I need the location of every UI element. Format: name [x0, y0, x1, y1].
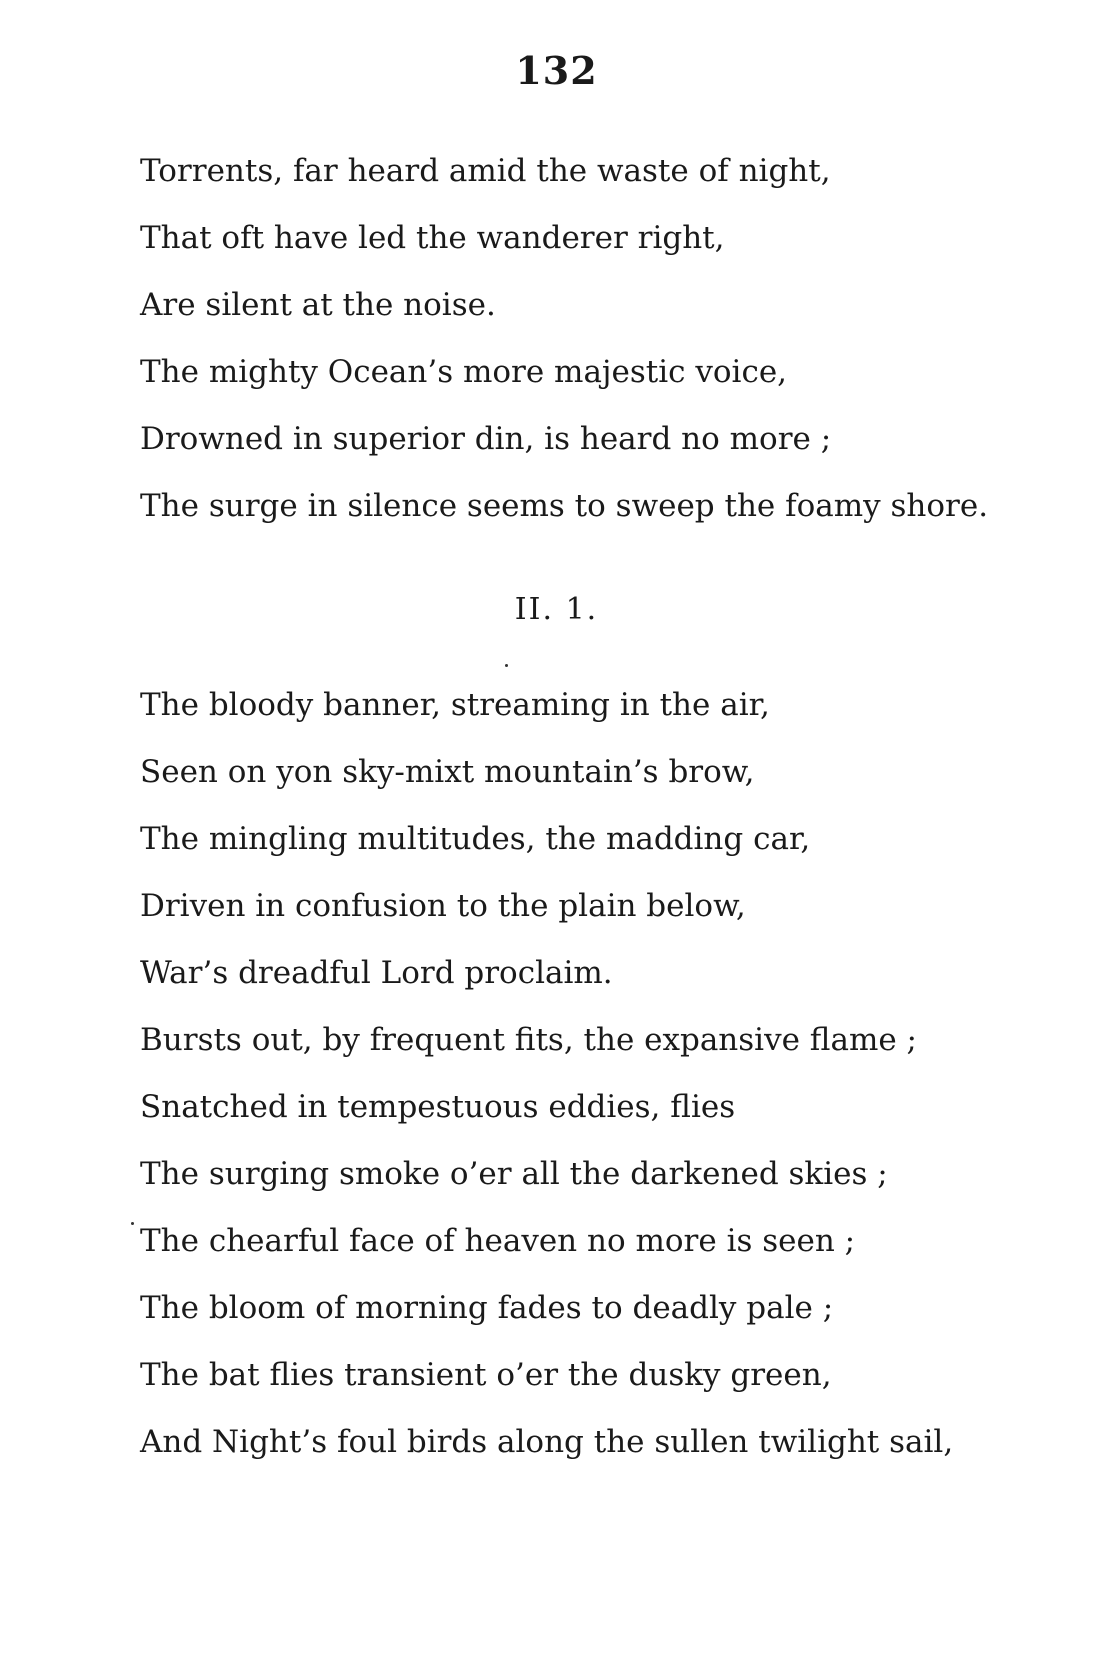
- verse-line: The bloom of morning fades to deadly pale ;: [140, 1290, 834, 1326]
- stanza-2: [140, 672, 953, 1476]
- verse-line: Seen on yon sky-mixt mountain’s brow,: [140, 754, 755, 790]
- verse-line: The mighty Ocean’s more majestic voice,: [140, 354, 788, 390]
- stanza-1: [140, 138, 988, 540]
- verse-line: The surge in silence seems to sweep the foamy shore.: [140, 488, 989, 524]
- verse-line: War’s dreadful Lord proclaim.: [140, 955, 613, 991]
- verse-line: The surging smoke o’er all the darkened skies ;: [140, 1156, 888, 1192]
- verse-line: That oft have led the wanderer right,: [140, 220, 725, 256]
- verse-line: The bat flies transient o’er the dusky green,: [140, 1357, 832, 1393]
- ink-speck: [131, 1222, 134, 1225]
- page-number: 132: [515, 48, 598, 93]
- verse-line: The mingling multitudes, the madding car,: [140, 821, 811, 857]
- verse-line: Bursts out, by frequent fits, the expansive flame ;: [140, 1022, 917, 1058]
- verse-line: Drowned in superior din, is heard no more ;: [140, 421, 832, 457]
- section-heading: II. 1.: [514, 592, 599, 627]
- verse-line: Torrents, far heard amid the waste of night,: [140, 153, 831, 189]
- verse-line: Are silent at the noise.: [140, 287, 496, 323]
- ink-speck: [505, 664, 508, 667]
- verse-line: The bloody banner, streaming in the air,: [140, 687, 770, 723]
- verse-line: And Night’s foul birds along the sullen twilight sail,: [140, 1424, 954, 1460]
- verse-line: Driven in confusion to the plain below,: [140, 888, 746, 924]
- verse-line: Snatched in tempestuous eddies, flies: [140, 1089, 736, 1125]
- verse-line: The chearful face of heaven no more is seen ;: [140, 1223, 856, 1259]
